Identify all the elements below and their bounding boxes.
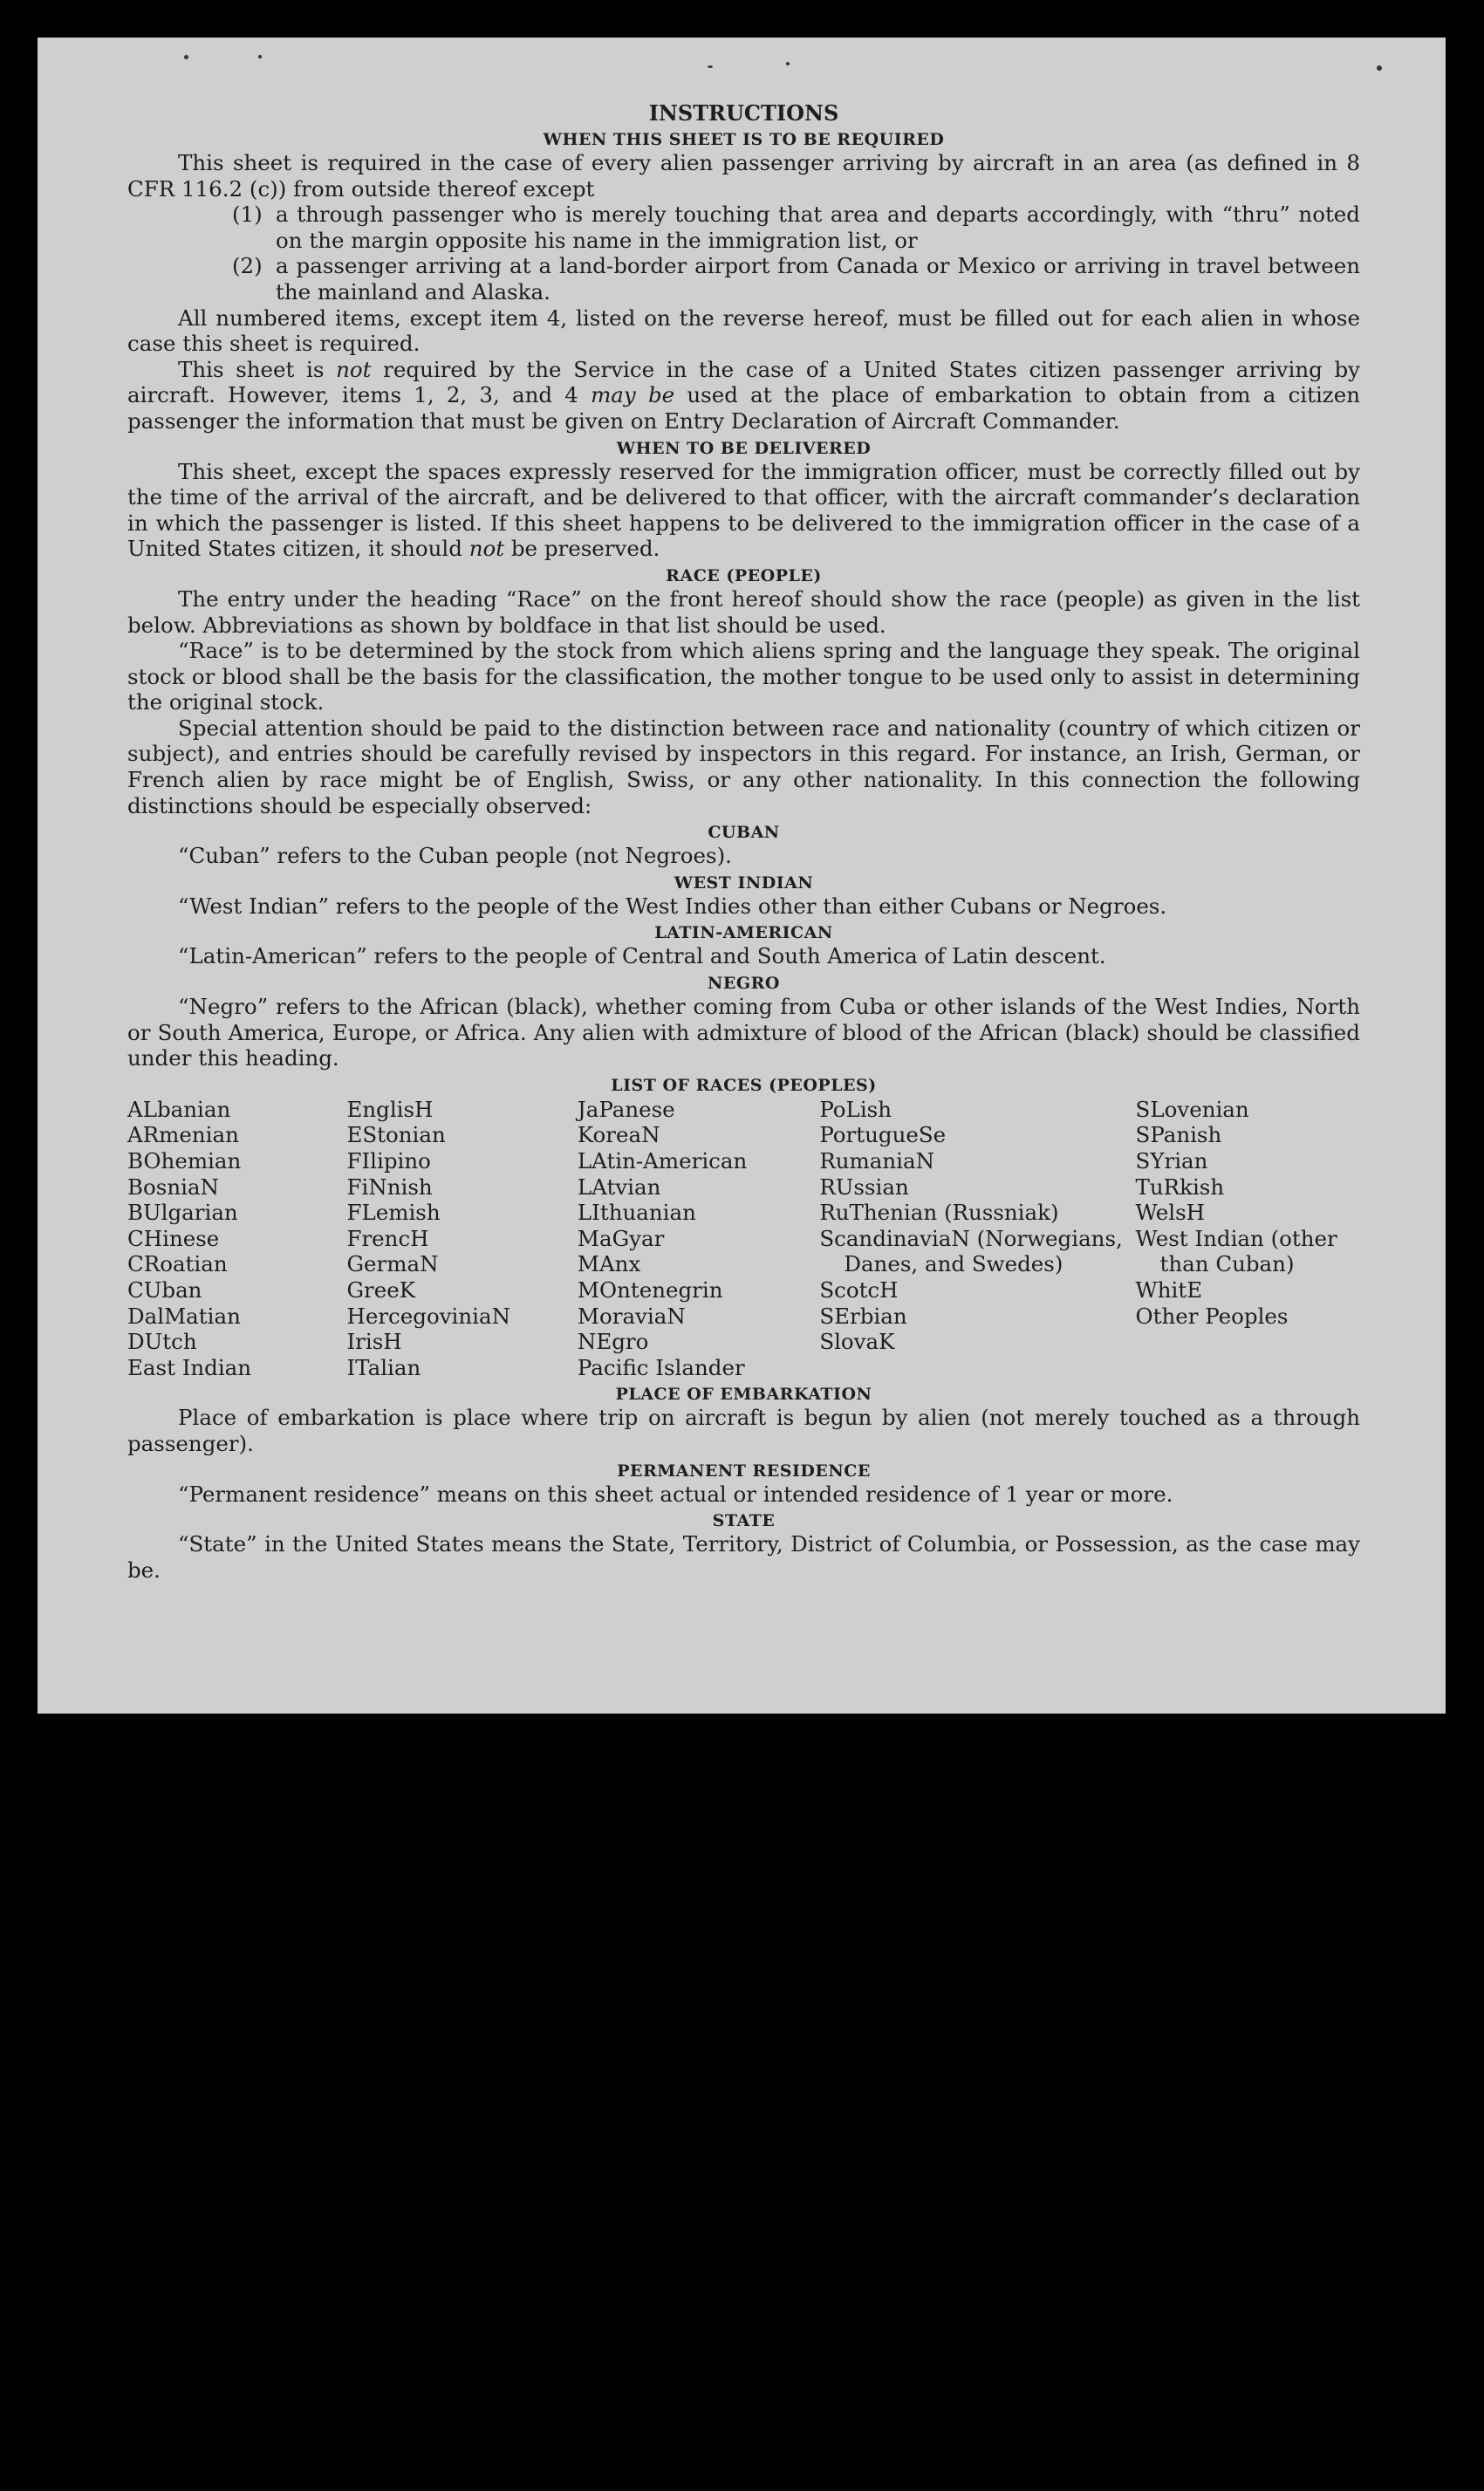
race-entry: MAnx — [577, 1251, 641, 1277]
race-entry: WelsH — [1135, 1200, 1206, 1226]
paragraph: “Latin-American” refers to the people of Central and South America of Latin descent. — [178, 943, 1106, 969]
race-entry: ScandinaviaN (Norwegians, Danes, and Swedes) — [819, 1225, 1123, 1277]
list-text: a through passenger who is merely touching that area and departs accordingly, with “thru” noted on the margin opposite his name in the immigration list, or — [276, 202, 1360, 253]
race-entry: BosniaN — [127, 1174, 219, 1200]
race-entry: RUssian — [819, 1174, 909, 1200]
heading-list-of-races: LIST OF RACES (PEOPLES) — [611, 1075, 877, 1095]
races-column — [1136, 1097, 1360, 1381]
race-entry: SYrian — [1135, 1148, 1208, 1174]
race-entry: Other Peoples — [1135, 1303, 1289, 1329]
race-entry: FiNnish — [346, 1174, 433, 1200]
race-entry: ALbanian — [127, 1096, 231, 1122]
race-entry: HercegoviniaN — [346, 1303, 511, 1329]
text-run: be preserved. — [504, 536, 660, 562]
race-entry: DUtch — [127, 1329, 197, 1355]
race-entry: LAtin-American — [577, 1148, 748, 1174]
paragraph: All numbered items, except item 4, listed on the reverse hereof, must be filled out for each alien in whose case this sheet is required. — [127, 305, 1360, 357]
paragraph — [127, 459, 1360, 562]
paragraph: The entry under the heading “Race” on the front hereof should show the race (people) as given in the list below. Abbreviations as shown by boldface in that list should be used. — [127, 585, 1360, 638]
races-column — [346, 1097, 577, 1381]
race-entry: BUlgarian — [127, 1200, 238, 1226]
paragraph: Special attention should be paid to the distinction between race and nationality (country of which citizen or subject), and entries should be carefully revised by inspectors in this regard. For instance, an Irish, German, or French alien by race might be of English, Swiss, or any other nationality. In this connection the following distinctions should be especially observed: — [127, 715, 1360, 818]
scan-speck — [1377, 65, 1382, 71]
heading-embarkation: PLACE OF EMBARKATION — [615, 1385, 872, 1405]
paragraph: Place of embarkation is place where trip on aircraft is begun by alien (not merely touched as a through passenger). — [127, 1405, 1360, 1456]
race-entry: MoraviaN — [577, 1303, 686, 1329]
text-run: This sheet, except the spaces expressly reserved for the immigration officer, must be correctly filled out by the time of the arrival of the aircraft, and be delivered to that officer, with the aircraft commander’s declaration in which the passenger is listed. If this sheet happens to be delivered to the immigration officer in the case of a United States citizen, it should — [127, 458, 1360, 562]
heading-cuban: CUBAN — [708, 823, 780, 843]
race-entry: ScotcH — [819, 1276, 899, 1303]
heading-when-required: WHEN THIS SHEET IS TO BE REQUIRED — [543, 130, 945, 149]
race-entry: CHinese — [127, 1225, 220, 1251]
list-item — [232, 202, 1360, 253]
heading-race: RACE (PEOPLE) — [666, 565, 822, 585]
race-entry: IrisH — [346, 1329, 402, 1355]
paragraph: “Permanent residence” means on this sheet actual or intended residence of 1 year or more. — [178, 1481, 1173, 1507]
race-entry: CUban — [127, 1276, 202, 1303]
race-entry: WhitE — [1135, 1276, 1203, 1303]
paragraph: “State” in the United States means the State, Territory, District of Columbia, or Possession, as the case may be. — [127, 1531, 1360, 1583]
race-entry: PortugueSe — [819, 1122, 947, 1148]
races-column — [578, 1097, 819, 1381]
heading-state: STATE — [712, 1511, 776, 1531]
race-entry: JaPanese — [577, 1096, 675, 1122]
race-entry: ARmenian — [127, 1122, 239, 1148]
scan-speck — [184, 55, 188, 59]
paragraph: “Negro” refers to the African (black), whether coming from Cuba or other islands of the West Indies, North or South America, Europe, or Africa. Any alien with admixture of blood of the African (black) should be classified under this heading. — [127, 994, 1360, 1071]
race-entry: Pacific Islander — [577, 1354, 745, 1380]
race-entry: MOntenegrin — [577, 1276, 723, 1303]
race-entry: EnglisH — [346, 1096, 434, 1122]
race-entry: DalMatian — [127, 1303, 241, 1329]
race-entry: RumaniaN — [819, 1148, 935, 1174]
paragraph: This sheet is required in the case of every alien passenger arriving by aircraft in an area (as defined in 8 CFR 116.2 (c)) from outside thereof except — [127, 150, 1360, 202]
race-entry: TuRkish — [1135, 1174, 1225, 1200]
race-entry: LAtvian — [577, 1174, 661, 1200]
text-run: used at the place of embarkation to obtain from a citizen passenger the information that must be given on Entry Declaration of Aircraft Commander. — [127, 382, 1360, 434]
race-entry: FLemish — [346, 1200, 441, 1226]
race-entry: BOhemian — [127, 1148, 242, 1174]
race-entry: SErbian — [819, 1303, 907, 1329]
text-run: This sheet is — [178, 356, 337, 382]
emphasis: not — [468, 536, 505, 562]
scan-speck — [786, 62, 790, 65]
race-entry: SLovenian — [1135, 1096, 1249, 1122]
races-column — [819, 1097, 1135, 1381]
text-run: required by the Service in the case of a United States citizen passenger arriving by aircraft. However, items 1, 2, 3, and 4 — [127, 356, 1360, 408]
page-title: INSTRUCTIONS — [648, 100, 839, 126]
paragraph: “Cuban” refers to the Cuban people (not Negroes). — [178, 843, 732, 869]
race-entry: LIthuanian — [577, 1200, 696, 1226]
heading-west-indian: WEST INDIAN — [674, 873, 814, 893]
race-entry: SPanish — [1135, 1122, 1222, 1148]
race-entry: East Indian — [127, 1354, 252, 1380]
emphasis: not — [336, 356, 372, 382]
list-item — [232, 253, 1360, 305]
paragraph: “Race” is to be determined by the stock from which aliens spring and the language they speak. The original stock or blood shall be the basis for the classification, the mother tongue to be used only to assist in determining the original stock. — [127, 638, 1360, 715]
list-number: (2) — [232, 253, 263, 279]
race-entry: FIlipino — [346, 1148, 431, 1174]
list-number: (1) — [232, 202, 263, 228]
race-entry: KoreaN — [577, 1122, 660, 1148]
race-entry: NEgro — [577, 1329, 649, 1355]
race-entry: PoLish — [819, 1096, 892, 1122]
race-entry: West Indian (other than Cuban) — [1135, 1225, 1337, 1277]
race-entry: CRoatian — [127, 1251, 228, 1277]
emphasis: may be — [591, 382, 675, 408]
race-entry: GreeK — [346, 1276, 416, 1303]
race-entry: RuThenian (Russniak) — [819, 1200, 1059, 1226]
race-entry: MaGyar — [577, 1225, 665, 1251]
heading-when-delivered: WHEN TO BE DELIVERED — [616, 438, 872, 458]
paragraph: “West Indian” refers to the people of the West Indies other than either Cubans or Negroes. — [178, 893, 1167, 919]
scan-speck — [708, 65, 713, 68]
race-entry: FrencH — [346, 1225, 429, 1251]
heading-latin-american: LATIN-AMERICAN — [654, 923, 833, 943]
races-column — [127, 1097, 346, 1381]
list-text: a passenger arriving at a land-border airport from Canada or Mexico or arriving in travel between the mainland and Alaska. — [276, 253, 1360, 305]
paragraph — [127, 357, 1360, 435]
races-list — [127, 1097, 1360, 1381]
race-entry: EStonian — [346, 1122, 446, 1148]
race-entry: ITalian — [346, 1354, 421, 1380]
heading-negro: NEGRO — [708, 974, 780, 994]
scan-speck — [258, 55, 262, 58]
race-entry: GermaN — [346, 1251, 439, 1277]
document-sheet — [38, 38, 1446, 1714]
heading-permanent-residence: PERMANENT RESIDENCE — [617, 1461, 871, 1481]
race-entry: SlovaK — [819, 1329, 895, 1355]
